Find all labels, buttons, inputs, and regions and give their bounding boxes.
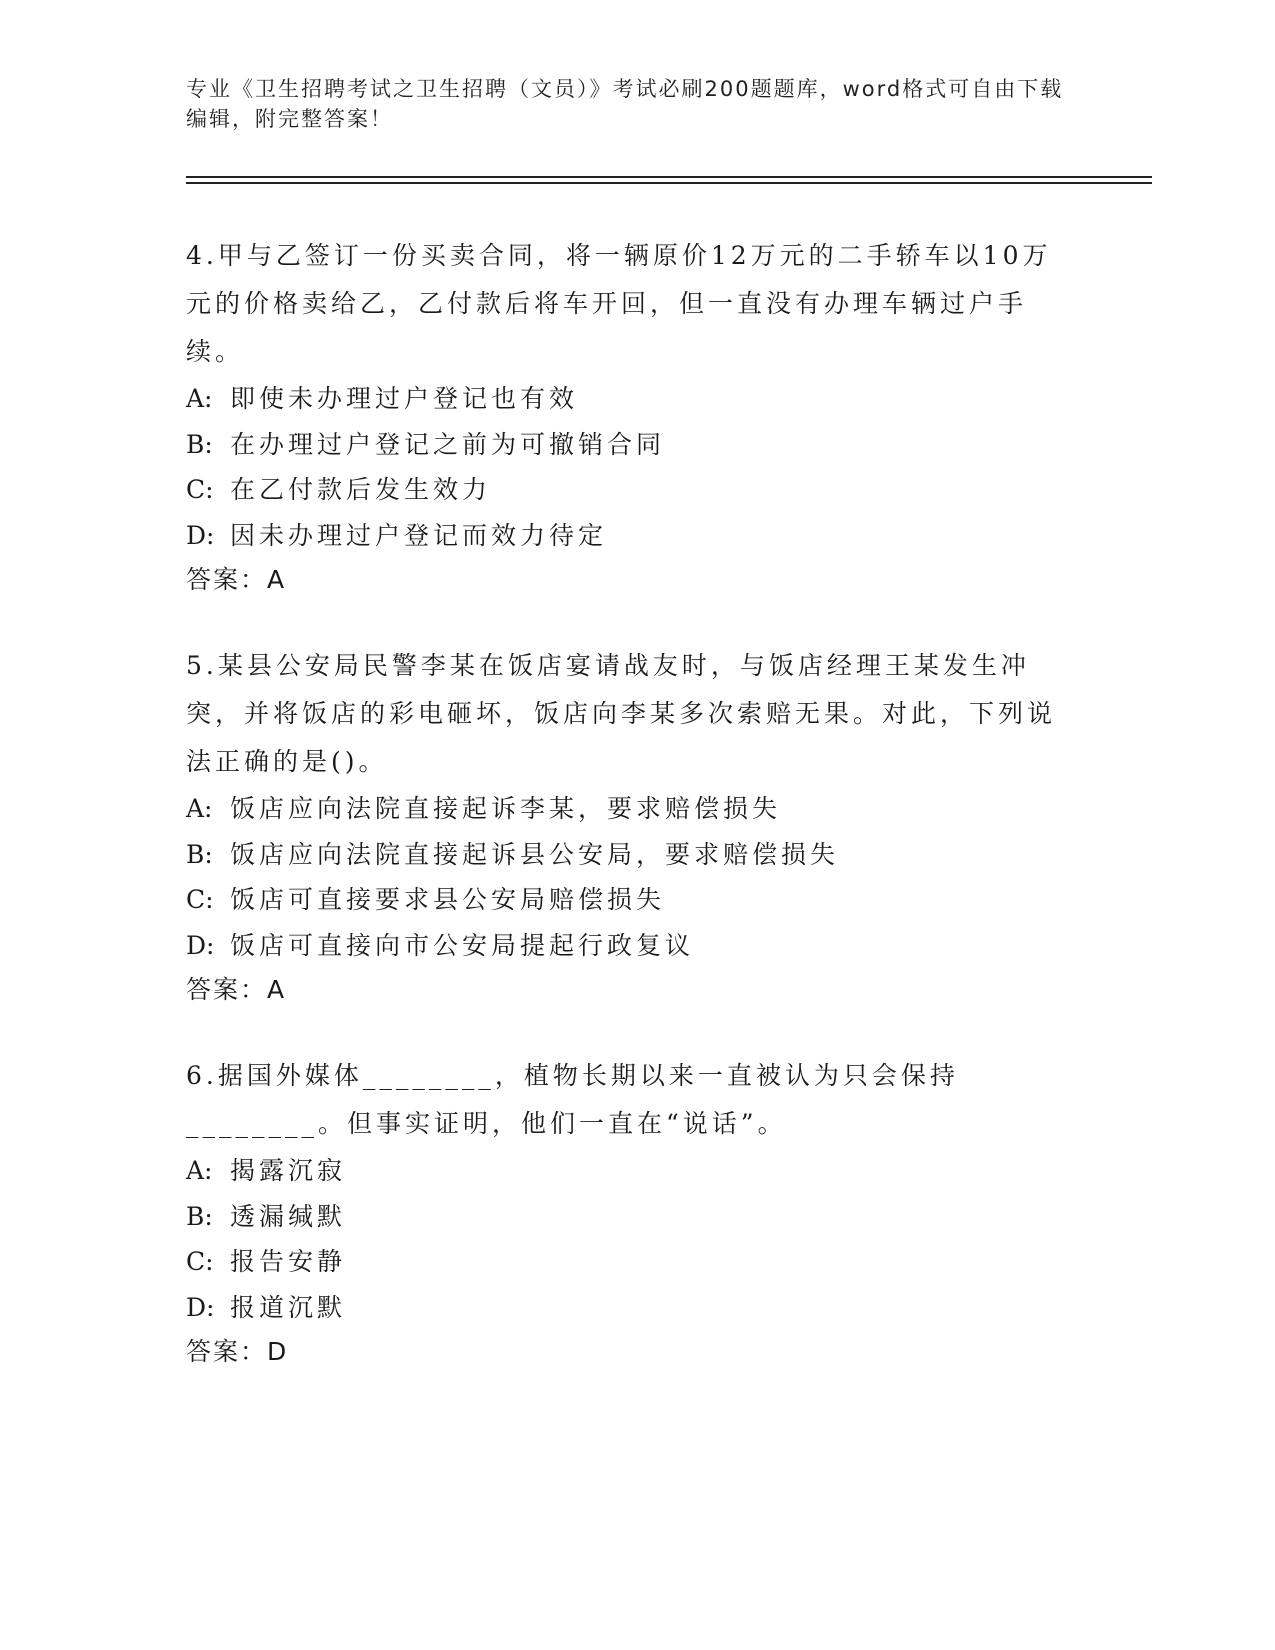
option-text: 在办理过户登记之前为可撤销合同 <box>230 429 666 459</box>
option-letter: A: <box>186 794 213 823</box>
option-letter: C: <box>186 475 214 504</box>
option-b <box>186 422 1066 468</box>
option-letter: D: <box>186 520 215 550</box>
option-letter: C: <box>186 885 214 914</box>
answer: 答案：A <box>186 975 287 1004</box>
option-letter: B: <box>186 839 213 869</box>
option-text: 即使未办理过户登记也有效 <box>230 384 579 413</box>
question-6 <box>186 1052 1066 1374</box>
question-stem: 5.某县公安局民警李某在饭店宴请战友时，与饭店经理王某发生冲突，并将饭店的彩电砸坏，饭店向李某多次索赔无果。对此，下列说法正确的是()。 <box>186 651 1057 776</box>
option-text: 饭店可直接要求县公安局赔偿损失 <box>230 885 666 914</box>
answer: 答案：A <box>186 565 287 594</box>
question-stem: 4.甲与乙签订一份买卖合同，将一辆原价12万元的二手轿车以10万元的价格卖给乙，乙付款后将车开回，但一直没有办理车辆过户手续。 <box>186 241 1052 366</box>
option-b <box>186 1194 1066 1240</box>
option-text: 揭露沉寂 <box>230 1156 347 1185</box>
option-letter: B: <box>186 429 213 459</box>
option-letter: D: <box>186 1292 215 1322</box>
question-5 <box>186 642 1066 1012</box>
option-b <box>186 832 1066 878</box>
option-letter: C: <box>186 1247 214 1276</box>
option-text: 在乙付款后发生效力 <box>230 475 492 504</box>
option-a <box>186 376 1066 422</box>
option-a <box>186 1148 1066 1194</box>
option-text: 饭店应向法院直接起诉县公安局，要求赔偿损失 <box>230 839 840 869</box>
option-letter: A: <box>186 384 213 413</box>
option-c <box>186 1239 1066 1285</box>
option-text: 报告安静 <box>230 1247 347 1276</box>
question-stem: 6.据国外媒体________，植物长期以来一直被认为只会保持________。但事实证明，他们一直在“说话”。 <box>186 1061 959 1138</box>
option-c <box>186 877 1066 923</box>
answer: 答案：D <box>186 1337 289 1366</box>
header-rule-top <box>186 176 1152 178</box>
option-a <box>186 786 1066 832</box>
option-d <box>186 1285 1066 1331</box>
option-letter: D: <box>186 930 215 960</box>
option-text: 饭店可直接向市公安局提起行政复议 <box>230 930 695 960</box>
option-text: 透漏缄默 <box>230 1201 347 1231</box>
option-letter: A: <box>186 1156 213 1185</box>
question-4 <box>186 232 1066 602</box>
document-header: 专业《卫生招聘考试之卫生招聘（文员）》考试必刷200题题库，word格式可自由下载编辑，附完整答案！ <box>186 77 1064 131</box>
option-text: 饭店应向法院直接起诉李某，要求赔偿损失 <box>230 794 782 823</box>
header-rule-bottom <box>186 182 1152 184</box>
option-d <box>186 923 1066 969</box>
option-d <box>186 513 1066 559</box>
option-text: 报道沉默 <box>230 1292 347 1322</box>
option-letter: B: <box>186 1201 213 1231</box>
option-text: 因未办理过户登记而效力待定 <box>230 520 608 550</box>
option-c <box>186 467 1066 513</box>
